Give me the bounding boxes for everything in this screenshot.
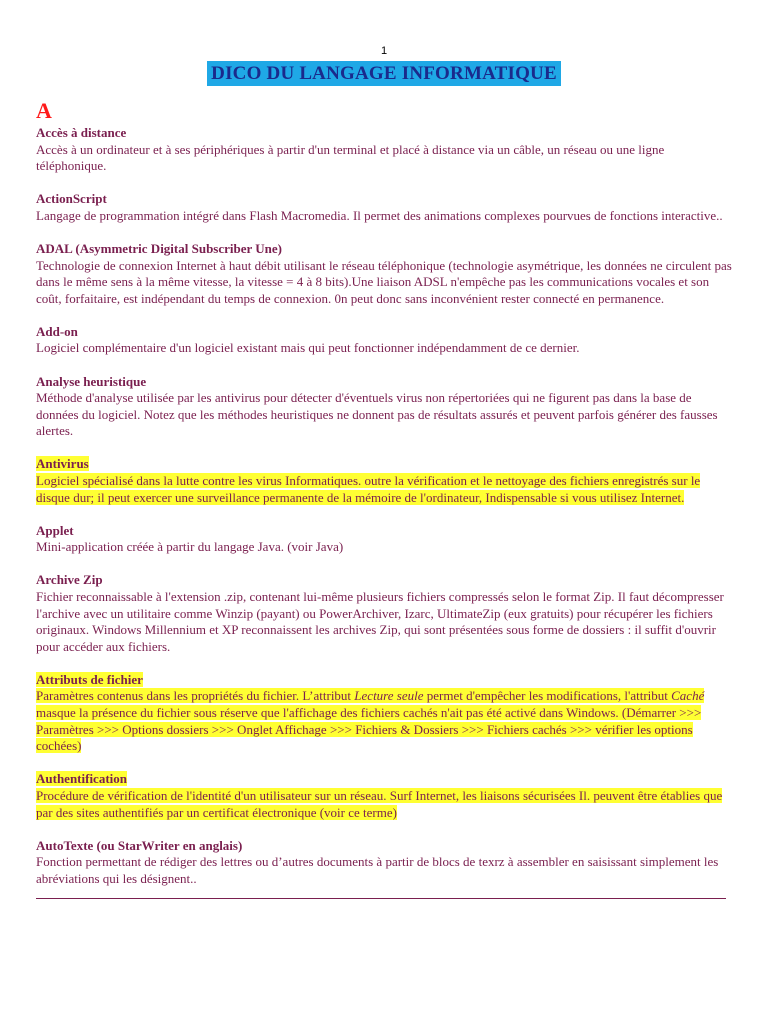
entry-term: AutoTexte (ou StarWriter en anglais) xyxy=(36,837,243,853)
entry-definition: Méthode d'analyse utilisée par les antivirus pour détecter d'éventuels virus non répertoriées qui ne figurent pas dans la base de données du logiciel. Notez que les méthodes heuristiques ne donnent pas de résultats assurés et peuvent parfois générer des fausses alertes. xyxy=(36,390,718,439)
section-letter: A xyxy=(36,98,52,123)
highlighted-term: Authentification xyxy=(36,771,127,787)
entry-term: ActionScript xyxy=(36,191,107,207)
entry-term: Applet xyxy=(36,522,74,538)
entry-actionscript xyxy=(36,191,736,224)
highlighted-definition: Logiciel spécialisé dans la lutte contre les virus Informatiques. outre la vérification et le nettoyage des fichiers enregistrés sur le disque dur; il peut exercer une surveillance permanente de la mémoire de l'ordinateur, Indispensable si vous utilisez Internet. xyxy=(36,473,701,505)
entry-definition: Mini-application créée à partir du langage Java. (voir Java) xyxy=(36,539,344,555)
title-container xyxy=(0,61,768,86)
entry-definition: Accès à un ordinateur et à ses périphériques à partir d'un terminal et placé à distance via un câble, un réseau ou une ligne téléphonique. xyxy=(36,141,665,174)
highlighted-definition xyxy=(36,688,704,753)
definition-italic-part: Caché xyxy=(671,688,705,704)
bottom-divider xyxy=(36,898,726,899)
entry-archive-zip xyxy=(36,572,736,655)
entry-definition: Logiciel complémentaire d'un logiciel existant mais qui peut fonctionner indépendamment de ce dernier. xyxy=(36,340,580,356)
entry-term: Accès à distance xyxy=(36,125,127,140)
definition-part: Paramètres contenus dans les propriétés du fichier. L’attribut xyxy=(36,688,355,704)
entry-add-on xyxy=(36,324,736,357)
entry-definition xyxy=(36,688,736,754)
entry-antivirus xyxy=(36,456,736,506)
entry-definition xyxy=(36,473,736,506)
entry-term: Archive Zip xyxy=(36,572,103,588)
entry-definition: Fonction permettant de rédiger des lettres ou d’autres documents à partir de blocs de texrz à assembler en saisissant simplement les abréviations qui les désignent.. xyxy=(36,854,719,886)
entry-applet xyxy=(36,523,736,556)
entry-definition: Langage de programmation intégré dans Flash Macromedia. Il permet des animations complexes pourvues de fonctions interactive.. xyxy=(36,207,723,223)
entry-autotexte xyxy=(36,838,736,888)
entry-analyse-heuristique xyxy=(36,374,736,440)
entry-attributs-de-fichier xyxy=(36,672,736,755)
entry-term xyxy=(36,672,736,689)
entry-definition xyxy=(36,788,736,821)
entry-term: Analyse heuristique xyxy=(36,373,147,389)
entry-definition: Technologie de connexion Internet à haut débit utilisant le réseau téléphonique (technologie asymétrique, les données ne circulent pas dans le même sens à la même vitesse, la vitesse = 4 à 8 bits).Une liaison ADSL n'empêche pas les communications vocales et son coût, forfaitaire, est indépendant du temps de connexion. 0n peut donc sans inconvénient rester connecté en permanence. xyxy=(36,257,732,306)
entry-term xyxy=(36,771,736,788)
definition-part: masque la présence du fichier sous réserve que l'affichage des fichiers cachés n'ait pas été activé dans Windows. (Démarrer >>> Paramètres >>> Options dossiers >>> Onglet Affichage >>> Fichiers & Dossiers >>> Fichiers cachés >>> vérifier les options cochées) xyxy=(36,705,702,754)
highlighted-definition: Procédure de vérification de l'identité d'un utilisateur sur un réseau. Surf Internet, les liaisons sécurisées Il. peuvent être établies que par des sites authentifiés par un certificat électronique (voir ce terme) xyxy=(36,787,723,820)
entry-term: Add-on xyxy=(36,323,78,339)
definition-italic-part: Lecture seule xyxy=(354,688,424,704)
entry-acces-a-distance xyxy=(36,125,736,175)
glossary-content xyxy=(36,99,736,899)
entry-term: ADAL (Asymmetric Digital Subscriber Une) xyxy=(36,240,283,256)
page-number: 1 xyxy=(380,45,388,57)
definition-part: permet d'empêcher les modifications, l'attribut xyxy=(423,688,672,704)
entry-definition: Fichier reconnaissable à l'extension .zip, contenant lui-même plusieurs fichiers compressés selon le format Zip. Il faut décompresser l'archive avec un utilitaire comme Winzip (payant) ou PowerArchiver, Izarc, UltimateZip (eux gratuits) pour récupérer les fichiers originaux. Windows Millennium et XP reconnaissent les archives Zip, qui sont présentées sous forme de dossiers : il suffit d'ouvrir pour accéder aux fichiers. xyxy=(36,588,724,654)
highlighted-term: Attributs de fichier xyxy=(36,671,143,687)
entry-adal xyxy=(36,241,736,307)
document-title: DICO DU LANGAGE INFORMATIQUE xyxy=(207,61,561,86)
entry-term xyxy=(36,456,736,473)
entry-authentification xyxy=(36,771,736,821)
highlighted-term: Antivirus xyxy=(36,456,89,472)
